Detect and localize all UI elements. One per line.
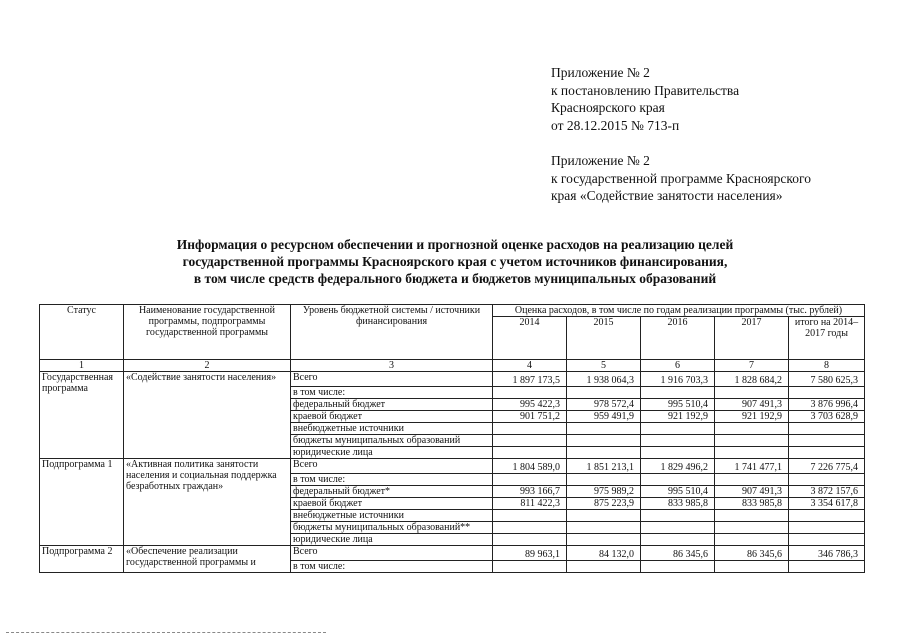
column-number: 7 <box>715 360 789 372</box>
year-value-cell <box>715 387 789 399</box>
year-value-cell <box>715 510 789 522</box>
year-value-cell <box>641 435 715 447</box>
attachment-1-line: Красноярского края <box>551 100 665 115</box>
year-value-cell: 1 804 589,0 <box>493 459 567 474</box>
year-value-cell <box>715 522 789 534</box>
year-value-cell: 811 422,3 <box>493 498 567 510</box>
funding-level-cell: федеральный бюджет <box>291 399 493 411</box>
year-value-cell <box>567 387 641 399</box>
year-value-cell: 1 938 064,3 <box>567 372 641 387</box>
funding-level-cell: внебюджетные источники <box>291 510 493 522</box>
funding-level-cell: Всего <box>291 372 493 387</box>
year-value-cell <box>641 534 715 546</box>
resource-table <box>39 304 865 573</box>
column-number: 3 <box>291 360 493 372</box>
column-number: 5 <box>567 360 641 372</box>
year-value-cell <box>567 534 641 546</box>
table-row <box>40 459 865 474</box>
year-value-cell <box>641 510 715 522</box>
year-value-cell <box>493 474 567 486</box>
column-number: 2 <box>124 360 291 372</box>
year-value-cell <box>567 561 641 573</box>
year-value-cell: 959 491,9 <box>567 411 641 423</box>
total-value-cell <box>789 435 865 447</box>
year-value-cell <box>567 474 641 486</box>
total-value-cell: 346 786,3 <box>789 546 865 561</box>
column-number: 8 <box>789 360 865 372</box>
attachment-2-line: края «Содействие занятости населения» <box>551 188 783 203</box>
total-value-cell <box>789 522 865 534</box>
year-value-cell: 1 741 477,1 <box>715 459 789 474</box>
year-value-cell <box>493 387 567 399</box>
year-value-cell: 995 510,4 <box>641 399 715 411</box>
funding-level-cell: Всего <box>291 459 493 474</box>
total-value-cell <box>789 423 865 435</box>
funding-level-cell: в том числе: <box>291 561 493 573</box>
column-number: 4 <box>493 360 567 372</box>
attachment-2-line: Приложение № 2 <box>551 153 650 168</box>
program-name-cell: «Обеспечение реализации государственной программы и <box>124 546 291 573</box>
total-value-cell: 7 580 625,3 <box>789 372 865 387</box>
year-value-cell: 86 345,6 <box>715 546 789 561</box>
attachment-1-line: Приложение № 2 <box>551 65 650 80</box>
year-value-cell <box>567 510 641 522</box>
year-value-cell: 833 985,8 <box>715 498 789 510</box>
year-value-cell <box>567 423 641 435</box>
year-value-cell <box>493 447 567 459</box>
year-value-cell: 1 828 684,2 <box>715 372 789 387</box>
year-value-cell: 921 192,9 <box>715 411 789 423</box>
year-value-cell <box>493 561 567 573</box>
total-value-cell: 3 876 996,4 <box>789 399 865 411</box>
year-value-cell <box>567 435 641 447</box>
year-value-cell <box>641 474 715 486</box>
year-value-cell: 901 751,2 <box>493 411 567 423</box>
header-name: Наименование государственной программы, подпрограммы государственной программы <box>124 305 291 360</box>
header-year: 2015 <box>567 317 641 360</box>
header-year: 2016 <box>641 317 715 360</box>
funding-level-cell: Всего <box>291 546 493 561</box>
year-value-cell: 995 510,4 <box>641 486 715 498</box>
year-value-cell <box>715 435 789 447</box>
column-number: 6 <box>641 360 715 372</box>
header-status: Статус <box>40 305 124 360</box>
year-value-cell: 1 851 213,1 <box>567 459 641 474</box>
year-value-cell <box>641 423 715 435</box>
year-value-cell <box>641 522 715 534</box>
total-value-cell: 3 872 157,6 <box>789 486 865 498</box>
year-value-cell: 875 223,9 <box>567 498 641 510</box>
year-value-cell: 1 897 173,5 <box>493 372 567 387</box>
year-value-cell <box>493 435 567 447</box>
year-value-cell: 907 491,3 <box>715 486 789 498</box>
year-value-cell: 907 491,3 <box>715 399 789 411</box>
year-value-cell <box>493 510 567 522</box>
status-cell: Подпрограмма 1 <box>40 459 124 546</box>
year-value-cell <box>715 474 789 486</box>
header-year: 2017 <box>715 317 789 360</box>
year-value-cell: 84 132,0 <box>567 546 641 561</box>
year-value-cell <box>493 522 567 534</box>
total-value-cell: 7 226 775,4 <box>789 459 865 474</box>
program-name-cell: «Содействие занятости населения» <box>124 372 291 459</box>
year-value-cell: 995 422,3 <box>493 399 567 411</box>
column-number: 1 <box>40 360 124 372</box>
year-value-cell <box>641 387 715 399</box>
year-value-cell: 978 572,4 <box>567 399 641 411</box>
year-value-cell <box>715 561 789 573</box>
funding-level-cell: краевой бюджет <box>291 498 493 510</box>
total-value-cell <box>789 387 865 399</box>
header-estimate: Оценка расходов, в том числе по годам реализации программы (тыс. рублей) <box>493 305 865 317</box>
funding-level-cell: юридические лица <box>291 534 493 546</box>
header-year: 2014 <box>493 317 567 360</box>
title-line: государственной программы Красноярского края с учетом источников финансирования, <box>182 254 728 269</box>
total-value-cell <box>789 447 865 459</box>
year-value-cell: 833 985,8 <box>641 498 715 510</box>
funding-level-cell: юридические лица <box>291 447 493 459</box>
header-row <box>40 305 865 317</box>
attachment-1-line: к постановлению Правительства <box>551 82 740 98</box>
funding-level-cell: бюджеты муниципальных образований** <box>291 522 493 534</box>
year-value-cell <box>715 447 789 459</box>
year-value-cell: 921 192,9 <box>641 411 715 423</box>
title-line: Информация о ресурсном обеспечении и прогнозной оценке расходов на реализацию целей <box>176 237 734 252</box>
total-value-cell: 3 354 617,8 <box>789 498 865 510</box>
status-cell: Государственная программа <box>40 372 124 459</box>
year-value-cell <box>641 561 715 573</box>
year-value-cell: 1 916 703,3 <box>641 372 715 387</box>
year-value-cell <box>715 534 789 546</box>
year-value-cell: 1 829 496,2 <box>641 459 715 474</box>
year-value-cell <box>641 447 715 459</box>
year-value-cell: 993 166,7 <box>493 486 567 498</box>
year-value-cell: 975 989,2 <box>567 486 641 498</box>
funding-level-cell: внебюджетные источники <box>291 423 493 435</box>
table-row <box>40 372 865 387</box>
page-edge-artifact <box>6 632 326 633</box>
attachment-1-block <box>551 64 739 134</box>
year-value-cell <box>567 447 641 459</box>
funding-level-cell: в том числе: <box>291 474 493 486</box>
title-line: в том числе средств федерального бюджета и бюджетов муниципальных образований <box>193 271 717 286</box>
header-total: итого на 2014–2017 годы <box>789 317 865 360</box>
column-number-row <box>40 360 865 372</box>
funding-level-cell: бюджеты муниципальных образований <box>291 435 493 447</box>
year-value-cell <box>493 423 567 435</box>
funding-level-cell: краевой бюджет <box>291 411 493 423</box>
year-value-cell <box>567 522 641 534</box>
year-value-cell: 89 963,1 <box>493 546 567 561</box>
year-value-cell: 86 345,6 <box>641 546 715 561</box>
year-value-cell <box>715 423 789 435</box>
attachment-1-line: от 28.12.2015 № 713-п <box>551 117 680 133</box>
year-value-cell <box>493 534 567 546</box>
document-title <box>40 236 870 287</box>
total-value-cell <box>789 510 865 522</box>
attachment-2-line: к государственной программе Красноярского <box>551 170 811 186</box>
header-level: Уровень бюджетной системы / источники финансирования <box>291 305 493 360</box>
total-value-cell <box>789 534 865 546</box>
total-value-cell <box>789 561 865 573</box>
status-cell: Подпрограмма 2 <box>40 546 124 573</box>
attachment-2-block <box>551 152 811 205</box>
total-value-cell: 3 703 628,9 <box>789 411 865 423</box>
table-row <box>40 546 865 561</box>
funding-level-cell: в том числе: <box>291 387 493 399</box>
total-value-cell <box>789 474 865 486</box>
program-name-cell: «Активная политика занятости населения и социальная поддержка безработных граждан» <box>124 459 291 546</box>
funding-level-cell: федеральный бюджет* <box>291 486 493 498</box>
